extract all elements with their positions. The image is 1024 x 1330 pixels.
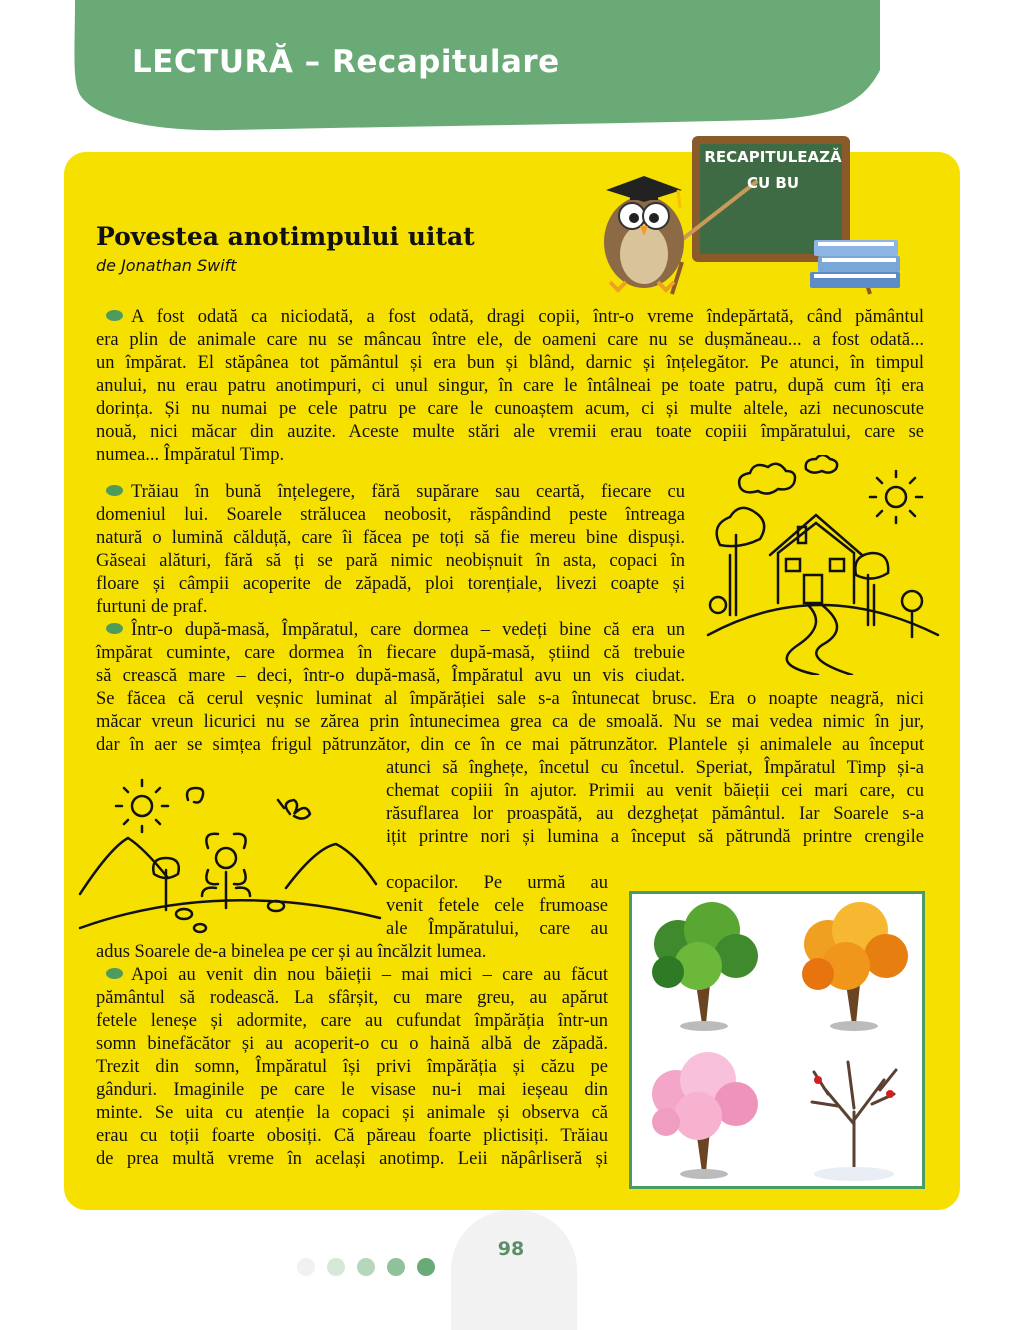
text-line: Trăiau în bună înțelegere, fără supărare sau ceartă, fiecare cu [131, 482, 685, 502]
text-line: Găseai alături, fără să ți se pară nimic neobișnuit în asta, copaci în [96, 551, 685, 571]
text-line: minte. Se uita cu atenție la copaci și animale și observa că [96, 1103, 608, 1123]
winter-tree-icon [812, 1062, 896, 1181]
text-line: domeniul lui. Soarele strălucea neobosit, răspândind peste întreaga [96, 505, 685, 525]
text-line: Într-o după-masă, Împăratul, care dormea – vedeți bine că era un [131, 620, 685, 640]
text-line: atunci să înghețe, încetul cu încetul. Speriat, Împăratul Timp și-a [386, 758, 924, 778]
paragraph-1 [96, 306, 924, 467]
page-number: 98 [497, 1238, 525, 1260]
text-line: natură o lumină călduță, care îi făcea pe toți să fie mereu bine dispuși. [96, 528, 685, 548]
page-header-title: LECTURĂ – Recapitulare [132, 44, 560, 80]
text-line: chemat copiii în ajutor. Primii au venit băieții cei mari care, cu [386, 781, 924, 801]
paragraph-3 [96, 688, 924, 757]
paragraph-6 [96, 941, 608, 1171]
text-line: de prea multă vreme în același anotimp. Leii năpârliseră și [96, 1149, 608, 1169]
text-line: fetele leneșe și adormite, care au cufundat împărăția într-un [96, 1011, 608, 1031]
text-line: Trezit din somn, Împăratul își privi împărăția și căzu pe [96, 1057, 608, 1077]
owl-teacher-icon [604, 176, 684, 290]
text-line: dorința. Și nu numai pe cele patru pe care le cunoaștem acum, ci și multe altele, azi necunoscute [96, 399, 924, 419]
green-tree-icon [652, 902, 758, 1031]
text-line: ițit printre nori și lumina a început să pătrundă printre crengile [386, 827, 924, 847]
text-line: A fost odată ca niciodată, a fost odată, dragi copii, într-o vreme îndepărtată, când pământul [131, 307, 924, 327]
books-icon [810, 240, 900, 288]
story-title: Povestea anotimpului uitat [96, 222, 475, 251]
trees-illustration [632, 894, 922, 1186]
text-line: dar în aer se simțea frigul pătrunzător, din ce în ce mai pătrunzător. Plantele și animalele au început [96, 735, 924, 755]
paragraph-5 [386, 872, 608, 941]
text-line: somn binefăcător și au acoperit-o cu o haină albă de zăpadă. [96, 1034, 608, 1054]
text-line: furtuni de praf. [96, 597, 208, 617]
text-line: era plin de animale care nu se mâncau între ele, de oameni care nu se dușmăneau... a fost odată... [96, 330, 924, 350]
text-line: nouă, nici măcar din auzite. Aceste multe stări ale vremii erau toate copiii împăratului, care se [96, 422, 924, 442]
paragraph-4 [386, 757, 924, 849]
text-line: copacilor. Pe urmă au [386, 873, 608, 893]
bullet-icon [106, 310, 123, 321]
text-line: Se făcea că cerul veșnic luminat al împărăției sale s-a întunecat brusc. Era o noapte neagră, nici [96, 689, 924, 709]
four-seasons-trees [629, 891, 925, 1189]
text-line: ale Împăratului, care au [386, 919, 608, 939]
text-line: măcar vreun licurici nu se zărea prin întunecimea grea ca de smoală. Nu se mai vedea nimic în jur, [96, 712, 924, 732]
text-line: să crească mare – deci, într-o după-masă, Împăratul avu un vis ciudat. [96, 666, 685, 686]
autumn-tree-icon [802, 902, 908, 1031]
dot [357, 1258, 375, 1276]
story-author: de Jonathan Swift [96, 256, 237, 275]
text-line: răsuflarea lor proaspătă, au dezghețat pământul. Iar Soarele s-a [386, 804, 924, 824]
house-sketch [700, 455, 945, 675]
text-line: împărat cuminte, care dormea în fiecare după-masă, știind că trebuie [96, 643, 685, 663]
landscape-sketch [76, 778, 382, 938]
text-line: un împărat. El stăpânea tot pământul și era bun și blând, darnic și înțelegător. Pe atunci, în timpul [96, 353, 924, 373]
badge-text-line1: RECAPITULEAZĂ [704, 148, 842, 166]
text-line: erau cu toții foarte obosiți. Că păreau foarte plictisiți. Trăiau [96, 1126, 608, 1146]
text-line: venit fetele cele frumoase [386, 896, 608, 916]
text-line: anului, nu erau patru anotimpuri, ci unul singur, în care le întâlneai pe toate patru, după cum îți era [96, 376, 924, 396]
dot [327, 1258, 345, 1276]
text-line: numea... Împăratul Timp. [96, 445, 285, 465]
dot [417, 1258, 435, 1276]
paragraph-2 [96, 481, 685, 688]
bullet-icon [106, 485, 123, 496]
text-line: gânduri. Imaginile pe care le visase nu-i mai ieșeau din [96, 1080, 608, 1100]
bullet-icon [106, 623, 123, 634]
page-number-bubble [451, 1210, 577, 1330]
badge-text-line2: CU BU [746, 174, 800, 192]
text-line: pământul să rodească. La sfârșit, cu mare greu, au apărut [96, 988, 608, 1008]
text-line: adus Soarele de-a binelea pe cer și au încălzit lumea. [96, 942, 487, 962]
text-line: floare și câmpii acoperite de zăpadă, ploi torențiale, livezi coapte și [96, 574, 685, 594]
dot [387, 1258, 405, 1276]
dot [297, 1258, 315, 1276]
text-line: Apoi au venit din nou băieții – mai mici – care au făcut [131, 965, 608, 985]
bullet-icon [106, 968, 123, 979]
blossom-tree-icon [652, 1052, 758, 1179]
